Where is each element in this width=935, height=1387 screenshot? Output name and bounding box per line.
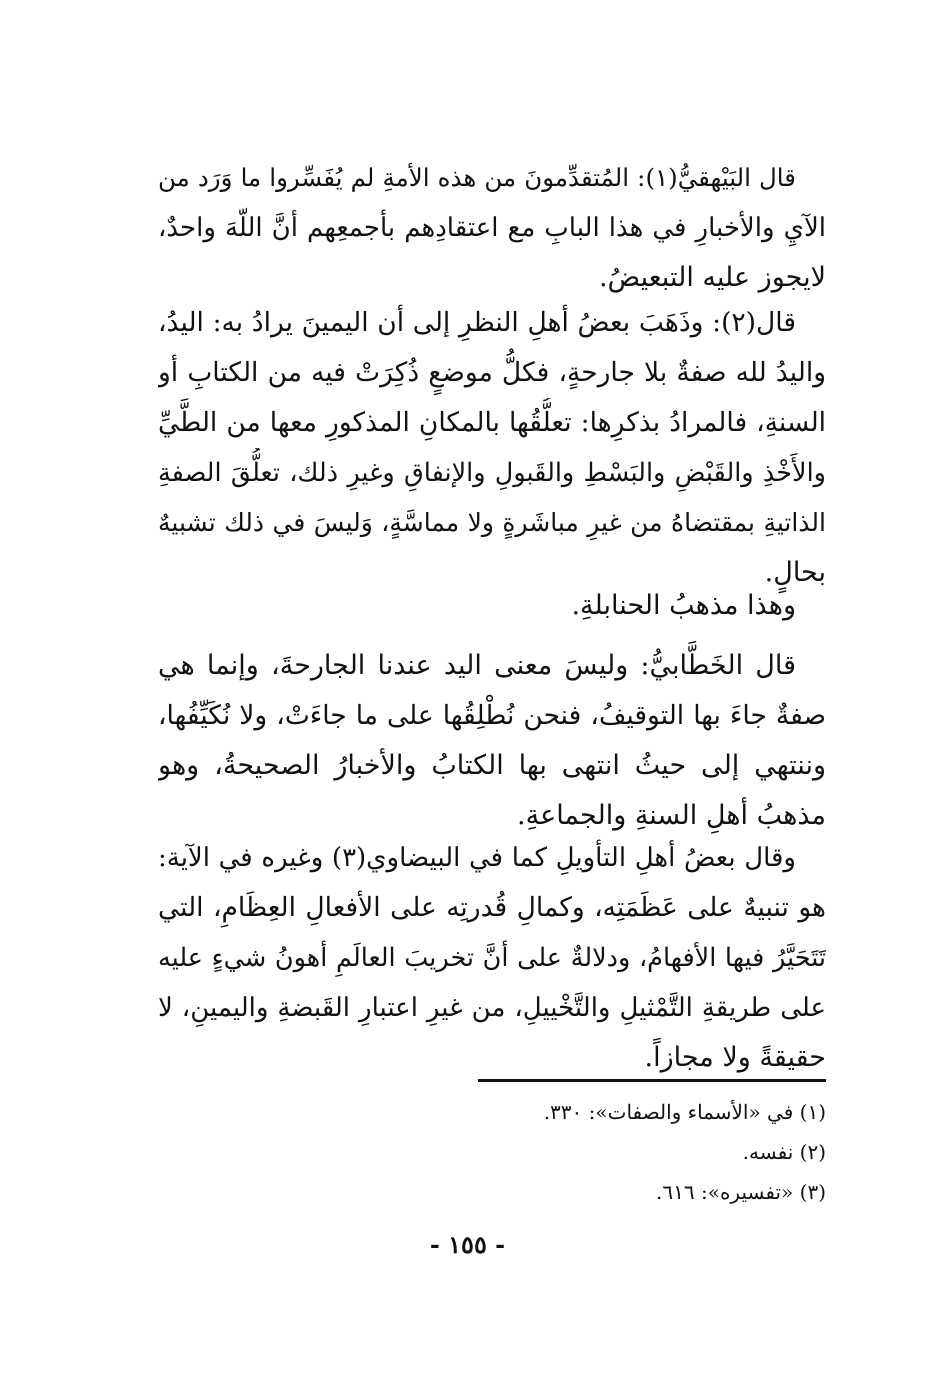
text-line: واليدُ لله صفةٌ بلا جارحةٍ، فكلُّ موضعٍ ذُكِرَتْ فيه من الكتابِ أو — [158, 357, 826, 388]
paragraph-tawil — [158, 833, 826, 1083]
paragraph-bayhaqi — [158, 153, 826, 303]
text-line: صفةٌ جاءَ بها التوقيفُ، فنحن نُطْلِقُها على ما جاءَتْ، ولا نُكَيِّفُها، — [158, 700, 826, 731]
paragraph-yamin — [158, 298, 826, 598]
text-line: قال البَيْهقيُّ(١): المُتقدِّمونَ من هذه الأمةِ لم يُفَسِّروا ما وَرَد من — [158, 163, 796, 192]
paragraph-khattabi — [158, 641, 826, 841]
footnote-1: (١) في «الأسماء والصفات»: ٣٣٠. — [543, 1100, 826, 1124]
text-line: بحالٍ. — [764, 557, 826, 588]
text-line: والأَخْذِ والقَبْضِ والبَسْطِ والقَبولِ والإنفاقِ وغيرِ ذلك، تعلُّقَ الصفةِ — [158, 458, 826, 488]
text-line: حقيقةً ولا مجازاً. — [644, 1042, 826, 1073]
footnotes — [420, 1092, 826, 1212]
text-line: السنةِ، فالمرادُ بذكرِها: تعلُّقُها بالمكانِ المذكورِ معها من الطَّيِّ — [158, 407, 826, 438]
text-line: وقال بعضُ أهلِ التأويلِ كما في البيضاوي(٣) وغيره في الآية: — [158, 843, 796, 873]
footnote-2: (٢) نفسه. — [742, 1140, 826, 1164]
paragraph-hanabila — [158, 581, 826, 631]
text-line: لايجوز عليه التبعيضُ. — [598, 262, 826, 293]
text-line: قال(٢): وذَهَبَ بعضُ أهلِ النظرِ إلى أن اليمينَ يرادُ به: اليدُ، — [158, 307, 796, 338]
text-line: هو تنبيهٌ على عَظَمَتِه، وكمالِ قُدرتِه على الأفعالِ العِظَامِ، التي — [158, 892, 826, 923]
text-line: قال الخَطَّابيُّ: وليسَ معنى اليد عندنا الجارحةَ، وإنما هي — [158, 650, 796, 681]
page-number: - ١٥٥ - — [429, 1230, 506, 1259]
text-line: تَتَحَيَّرُ فيها الأفهامُ، ودلالةٌ على أنَّ تخريبَ العالَمِ أهونُ شيءٍ عليه — [158, 943, 826, 973]
footnote-3: (٣) «تفسيره»: ٦١٦. — [656, 1180, 826, 1204]
text-line: الذاتيةِ بمقتضاهُ من غيرِ مباشَرةٍ ولا مماسَّةٍ، وَليسَ في ذلك تشبيهٌ — [158, 508, 826, 537]
text-line: وننتهي إلى حيثُ انتهى بها الكتابُ والأخبارُ الصحيحةُ، وهو — [158, 750, 826, 781]
text-line: وهذا مذهبُ الحنابلةِ. — [571, 590, 796, 621]
text-line: مذهبُ أهلِ السنةِ والجماعةِ. — [517, 800, 826, 831]
text-line: الآيِ والأخبارِ في هذا البابِ مع اعتقادِهم بأجمعِهم أنَّ اللّهَ واحدٌ، — [158, 213, 826, 243]
footnote-divider — [478, 1079, 826, 1082]
text-line: على طريقةِ التَّمْثيلِ والتَّخْييلِ، من غيرِ اعتبارِ القَبضةِ واليمينِ، لا — [158, 993, 826, 1023]
